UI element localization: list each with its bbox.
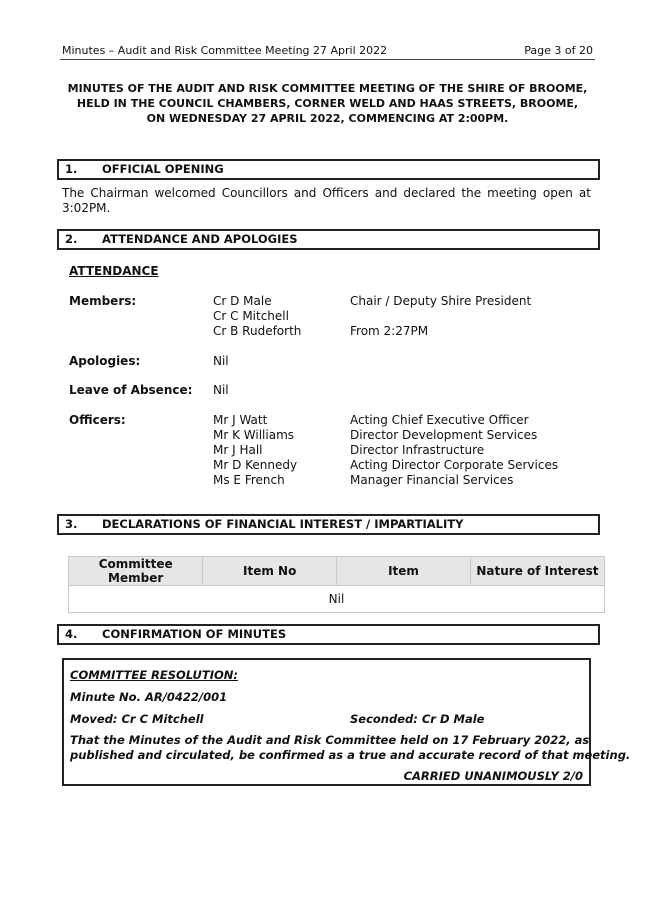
members-list [213,294,301,339]
leave-of-absence-label: Leave of Absence: [69,383,193,397]
officer-role: Acting Chief Executive Officer [350,413,529,427]
title-line-1: MINUTES OF THE AUDIT AND RISK COMMITTEE MEETING OF THE SHIRE OF BROOME, [67,82,588,95]
section-heading-attendance [57,229,600,250]
table-cell-nil: Nil [69,586,605,613]
officer-name: Mr K Williams [213,428,295,442]
officers-roles [350,413,558,488]
resolution-text-line-2: published and circulated, be confirmed as a true and accurate record of that meeting. [70,748,631,762]
section-heading-confirmation [57,624,600,645]
page-header [62,44,593,57]
section-label: CONFIRMATION OF MINUTES [102,627,287,641]
moved-by: Moved: Cr C Mitchell [70,712,204,726]
member-name: Cr B Rudeforth [213,324,302,338]
section-number: 4. [65,627,78,641]
member-role: Chair / Deputy Shire President [350,294,532,308]
document-title [60,81,595,126]
officer-name: Mr J Hall [213,443,263,457]
title-line-3: ON WEDNESDAY 27 APRIL 2022, COMMENCING AT 2:00PM. [146,112,509,125]
column-header: Committee Member [69,557,203,586]
section-number: 3. [65,517,78,531]
title-line-2: HELD IN THE COUNCIL CHAMBERS, CORNER WELD AND HAAS STREETS, BROOME, [76,97,579,110]
seconded-by: Seconded: Cr D Male [350,712,485,726]
officer-name: Mr D Kennedy [213,458,298,472]
officer-role: Acting Director Corporate Services [350,458,559,472]
officers-label: Officers: [69,413,126,427]
member-role: From 2:27PM [350,324,429,338]
table-row [69,586,605,613]
section-label: ATTENDANCE AND APOLOGIES [102,232,298,246]
column-header: Item [337,557,471,586]
members-label: Members: [69,294,137,308]
section-label: DECLARATIONS OF FINANCIAL INTEREST / IMPARTIALITY [102,517,464,531]
section-number: 1. [65,162,78,176]
committee-resolution-box [62,658,631,786]
resolution-result: CARRIED UNANIMOUSLY 2/0 [403,769,583,783]
resolution-text-line-1: That the Minutes of the Audit and Risk Committee held on 17 February 2022, as [70,733,590,747]
column-header: Item No [203,557,337,586]
member-name: Cr C Mitchell [213,309,289,323]
resolution-heading: COMMITTEE RESOLUTION: [70,668,238,682]
officer-name: Ms E French [213,473,285,487]
section-label: OFFICIAL OPENING [102,162,224,176]
section-heading-official-opening [57,159,600,180]
column-header: Nature of Interest [470,557,604,586]
section-heading-declarations [57,514,600,535]
officer-role: Director Infrastructure [350,443,485,457]
minute-number: Minute No. AR/0422/001 [70,690,228,704]
attendance-heading: ATTENDANCE [69,264,159,278]
officers-list [213,413,297,488]
header-title: Minutes – Audit and Risk Committee Meeting 27 April 2022 [62,44,388,57]
officer-role: Manager Financial Services [350,473,514,487]
declarations-table [68,556,605,613]
page-number: Page 3 of 20 [524,44,593,57]
section-number: 2. [65,232,78,246]
apologies-label: Apologies: [69,354,141,368]
member-name: Cr D Male [213,294,272,308]
table-header-row [69,557,605,586]
officer-role: Director Development Services [350,428,538,442]
opening-paragraph: The Chairman welcomed Councillors and Officers and declared the meeting open at 3:02PM. [62,186,591,215]
officer-name: Mr J Watt [213,413,268,427]
apologies-value: Nil [213,354,229,368]
leave-of-absence-value: Nil [213,383,229,397]
members-roles [350,294,531,339]
header-divider [60,59,595,60]
member-role [350,309,531,324]
